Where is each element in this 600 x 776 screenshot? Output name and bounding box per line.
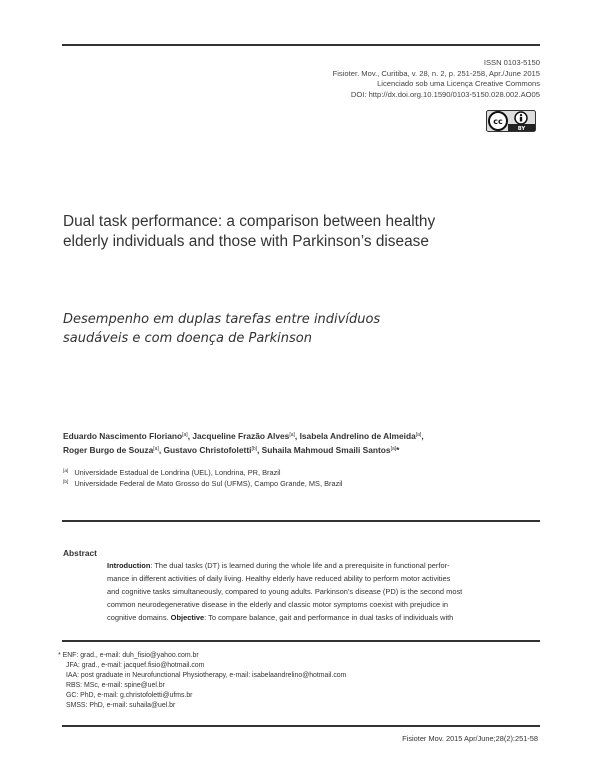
affiliation-label: [a]: [63, 469, 69, 474]
affiliation-text: Universidade Federal de Mato Grosso do Sul (UFMS), Campo Grande, MS, Brazil: [74, 479, 343, 488]
article-title: [63, 212, 533, 252]
header-meta: [333, 58, 540, 100]
footnote: JFA: grad., e-mail: jacquef.fisio@hotmail.com: [66, 662, 205, 670]
author-separator: *: [396, 445, 400, 455]
subtitle-line: saudáveis e com doença de Parkinson: [63, 331, 312, 346]
abstract-line: [107, 560, 535, 573]
author-affiliation: [a]: [415, 432, 422, 438]
author-list: [63, 429, 533, 457]
abstract-body: [107, 560, 535, 625]
footnote-rule: [62, 640, 540, 642]
footnote: IAA: post graduate in Neurofunctional Physiotherapy, e-mail: isabelaandrelino@hotmail.com: [66, 672, 347, 680]
footnote: RBS: MSc, e-mail: spine@uel.br: [66, 682, 165, 690]
top-rule: [62, 44, 540, 46]
issn: ISSN 0103-5150: [483, 58, 540, 67]
footnote: * ENF: grad., e-mail: duh_fisio@yahoo.com.br: [58, 652, 199, 659]
author-affiliation: [a]: [289, 432, 295, 438]
bottom-rule: [62, 725, 540, 727]
abstract-text: : The dual tasks (DT) is learned during the whole life and a prerequisite in functional perfor-: [150, 561, 450, 570]
footnote: SMSS: PhD, e-mail: suhaila@uel.br: [66, 702, 176, 710]
author-affiliation: [b]: [251, 446, 258, 452]
affiliation-b: [63, 478, 343, 489]
section-rule: [62, 520, 540, 522]
abstract-label-introduction: Introduction: [107, 561, 151, 570]
citation: Fisioter. Mov., Curitiba, v. 28, n. 2, p. 251-258, Apr./June 2015: [332, 68, 540, 78]
doi-link[interactable]: DOI: http://dx.doi.org.10.1590/0103-5150.028.002.AO05: [350, 89, 540, 99]
author-separator: ,: [158, 445, 164, 455]
page-footer: Fisioter Mov. 2015 Apr/June;28(2):251-58: [402, 734, 538, 743]
abstract-label-objective: Objective: [170, 612, 205, 622]
author-name: Isabela Andrelino de Almeida: [299, 431, 416, 441]
author-affiliation: [a]: [390, 446, 397, 452]
title-line: Dual task performance: a comparison between healthy: [63, 213, 436, 230]
creative-commons-by-icon[interactable]: [486, 110, 536, 132]
license-text: Licenciado sob uma Licença Creative Commons: [377, 79, 540, 89]
affiliation-a: [63, 467, 281, 478]
title-line: elderly individuals and those with Parkinson’s disease: [63, 233, 429, 250]
author-separator: ,: [187, 431, 193, 441]
author-affiliation: [a]: [182, 432, 188, 438]
abstract-line: mance in different activities of daily living. Healthy elderly have reduced ability to perform motor activities: [107, 573, 451, 583]
author-name: Jacqueline Frazão Alves: [192, 431, 290, 441]
subtitle-line: Desempenho em duplas tarefas entre indivíduos: [63, 312, 381, 327]
abstract-text: cognitive domains.: [107, 612, 171, 622]
author-name: Eduardo Nascimento Floriano: [63, 431, 183, 441]
abstract-line: common neurodegenerative disease in the elderly and classic motor symptoms coexist with prejudice in: [107, 599, 449, 609]
author-separator: ,: [421, 431, 424, 441]
affiliation-label: [b]: [63, 480, 69, 485]
author-separator: ,: [257, 445, 262, 455]
author-name: Roger Burgo de Souza: [63, 445, 154, 455]
abstract-line: and cognitive tasks simultaneously, compared to young adults. Parkinson’s disease (PD) is the second most: [107, 586, 463, 596]
article-subtitle: [63, 310, 533, 348]
cc-text: cc: [493, 117, 503, 126]
footnotes: [58, 651, 347, 712]
author-name: Gustavo Christofoletti: [163, 445, 252, 455]
author-affiliation: [a]: [153, 446, 159, 452]
abstract-heading: Abstract: [63, 548, 97, 558]
footnote: GC: PhD, e-mail: g.christofoletti@ufms.br: [66, 692, 193, 700]
author-separator: ,: [294, 431, 300, 441]
abstract-line: [107, 612, 535, 625]
abstract-text: : To compare balance, gait and performance in dual tasks of individuals with: [204, 612, 454, 622]
by-text: BY: [517, 126, 526, 132]
author-name: Suhaila Mahmoud Smaili Santos: [261, 445, 391, 455]
affiliation-text: Universidade Estadual de Londrina (UEL), Londrina, PR, Brazil: [74, 468, 281, 477]
